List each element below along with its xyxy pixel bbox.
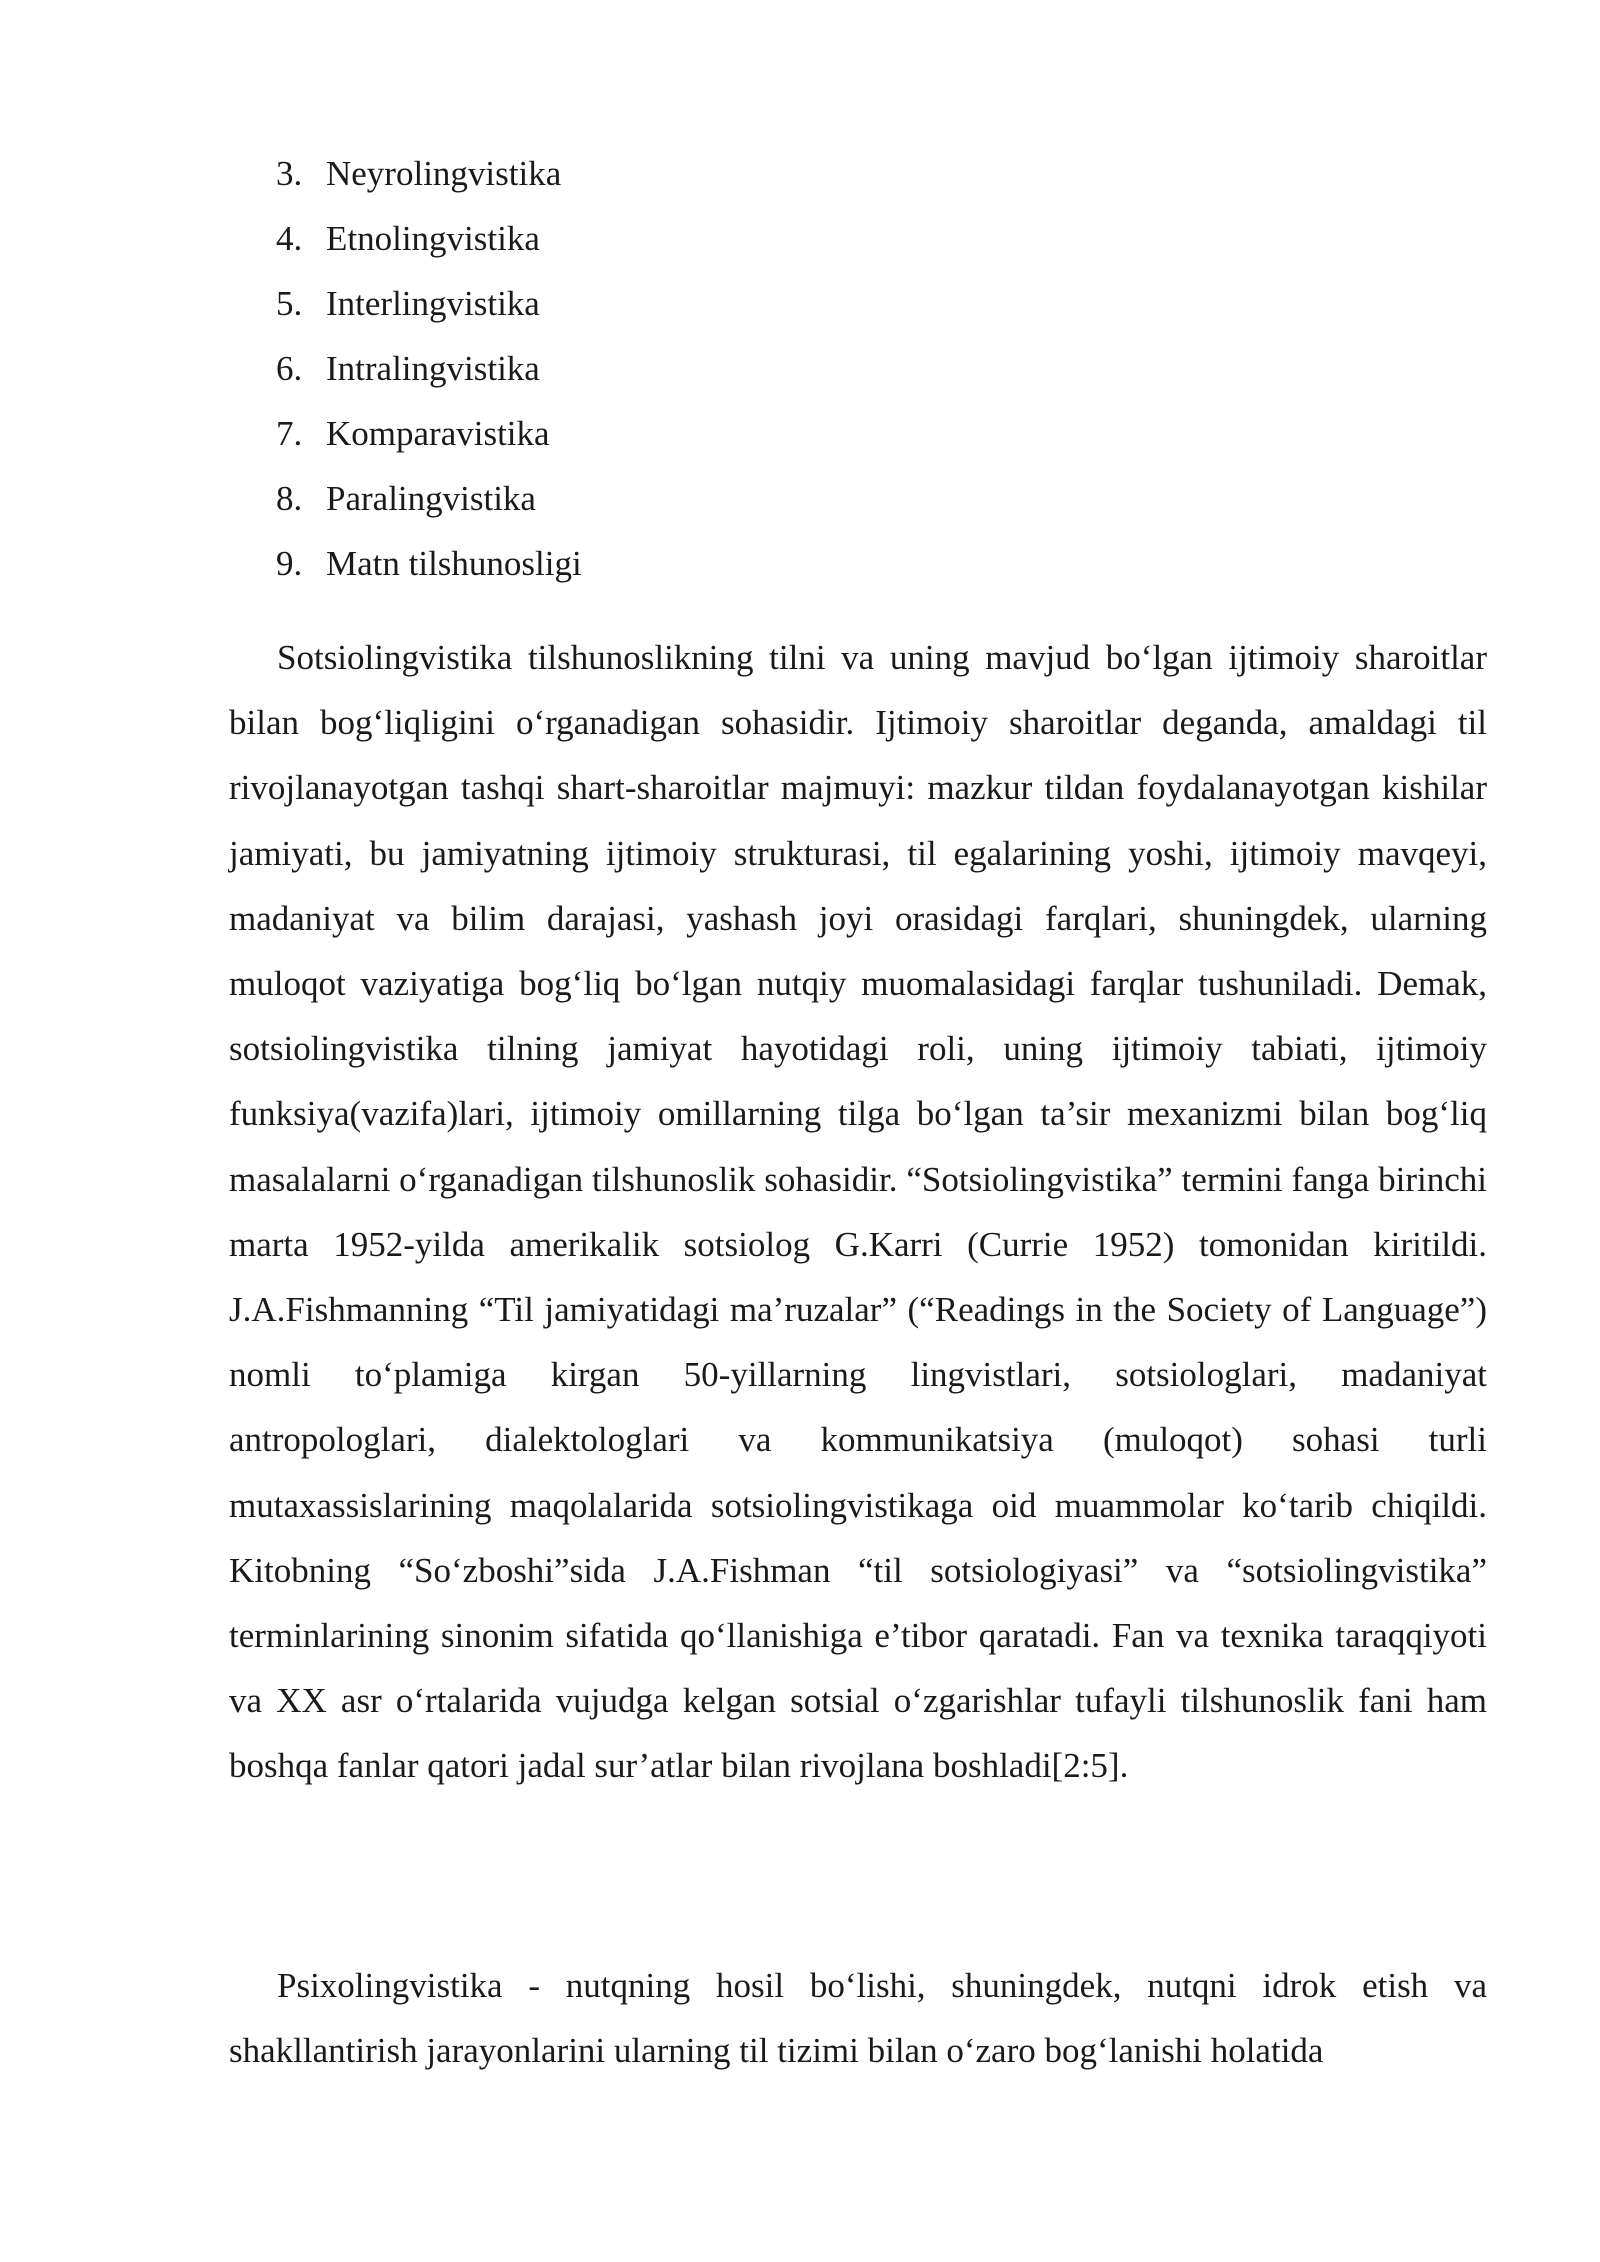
list-item <box>276 215 582 280</box>
list-number: 3. <box>276 154 303 193</box>
list-number: 4. <box>276 219 303 258</box>
field-list <box>276 150 582 605</box>
list-text: Neyrolingvistika <box>326 154 562 193</box>
paragraph-sociolinguistics: Sotsiolingvistika tilshunoslikning tilni va uning mavjud bo‘lgan ijtimoiy sharoitlar bilan bog‘liqligini o‘rganadigan sohasidir. Ijtimoiy sharoitlar deganda, amaldagi til rivojlanayotgan tashqi shart-sharoitlar majmuyi: mazkur tildan foydalanayotgan kishilar jamiyati, bu jamiyatning ijtimoiy strukturasi, til egalarining yoshi, ijtimoiy mavqeyi, madaniyat va bilim darajasi, yashash joyi orasidagi farqlari, shuningdek, ularning muloqot vaziyatiga bog‘liq bo‘lgan nutqiy muomalasidagi farqlar tushuniladi. Demak, sotsiolingvistika tilning jamiyat hayotidagi roli, uning ijtimoiy tabiati, ijtimoiy funksiya(vazifa)lari, ijtimoiy omillarning tilga bo‘lgan ta’sir mexanizmi bilan bog‘liq masalalarni o‘rganadigan tilshunoslik sohasidir. “Sotsiolingvistika” termini fanga birinchi marta 1952-yilda amerikalik sotsiolog G.Karri (Currie 1952) tomonidan kiritildi. J.A.Fishmanning “Til jamiyatidagi ma’ruzalar” (“Readings in the Society of Language”) nomli to‘plamiga kirgan 50-yillarning lingvistlari, sotsiologlari, madaniyat antropologlari, dialektologlari va kommunikatsiya (muloqot) sohasi turli mutaxassislarining maqolalarida sotsiolingvistikaga oid muammolar ko‘tarib chiqildi. Kitobning “So‘zboshi”sida J.A.Fishman “til sotsiologiyasi” va “sotsiolingvistika” terminlarining sinonim sifatida qo‘llanishiga e’tibor qaratadi. Fan va texnika taraqqiyoti va XX asr o‘rtalarida vujudga kelgan sotsial o‘zgarishlar tufayli tilshunoslik fani ham boshqa fanlar qatori jadal sur’atlar bilan rivojlana boshladi[2:5]. <box>229 638 1487 1786</box>
list-number: 9. <box>276 544 303 583</box>
list-item <box>276 410 582 475</box>
list-number: 5. <box>276 284 303 323</box>
list-text: Etnolingvistika <box>326 219 540 258</box>
list-text: Matn tilshunosligi <box>326 544 582 583</box>
paragraph-psycholinguistics-block <box>229 1953 1487 2083</box>
list-item <box>276 150 582 215</box>
paragraph-psycholinguistics: Psixolingvistika - nutqning hosil bo‘lishi, shuningdek, nutqni idrok etish va shakllantirish jarayonlarini ularning til tizimi bilan o‘zaro bog‘lanishi holatida <box>229 1966 1487 2071</box>
list-item <box>276 345 582 410</box>
list-number: 8. <box>276 479 303 518</box>
list-text: Intralingvistika <box>326 349 540 388</box>
list-text: Interlingvistika <box>326 284 540 323</box>
paragraph-sociolinguistics-block <box>229 625 1487 1799</box>
list-item <box>276 280 582 345</box>
list-text: Paralingvistika <box>326 479 536 518</box>
list-item <box>276 475 582 540</box>
list-item <box>276 540 582 605</box>
list-text: Komparavistika <box>326 414 550 453</box>
list-number: 7. <box>276 414 303 453</box>
list-number: 6. <box>276 349 303 388</box>
